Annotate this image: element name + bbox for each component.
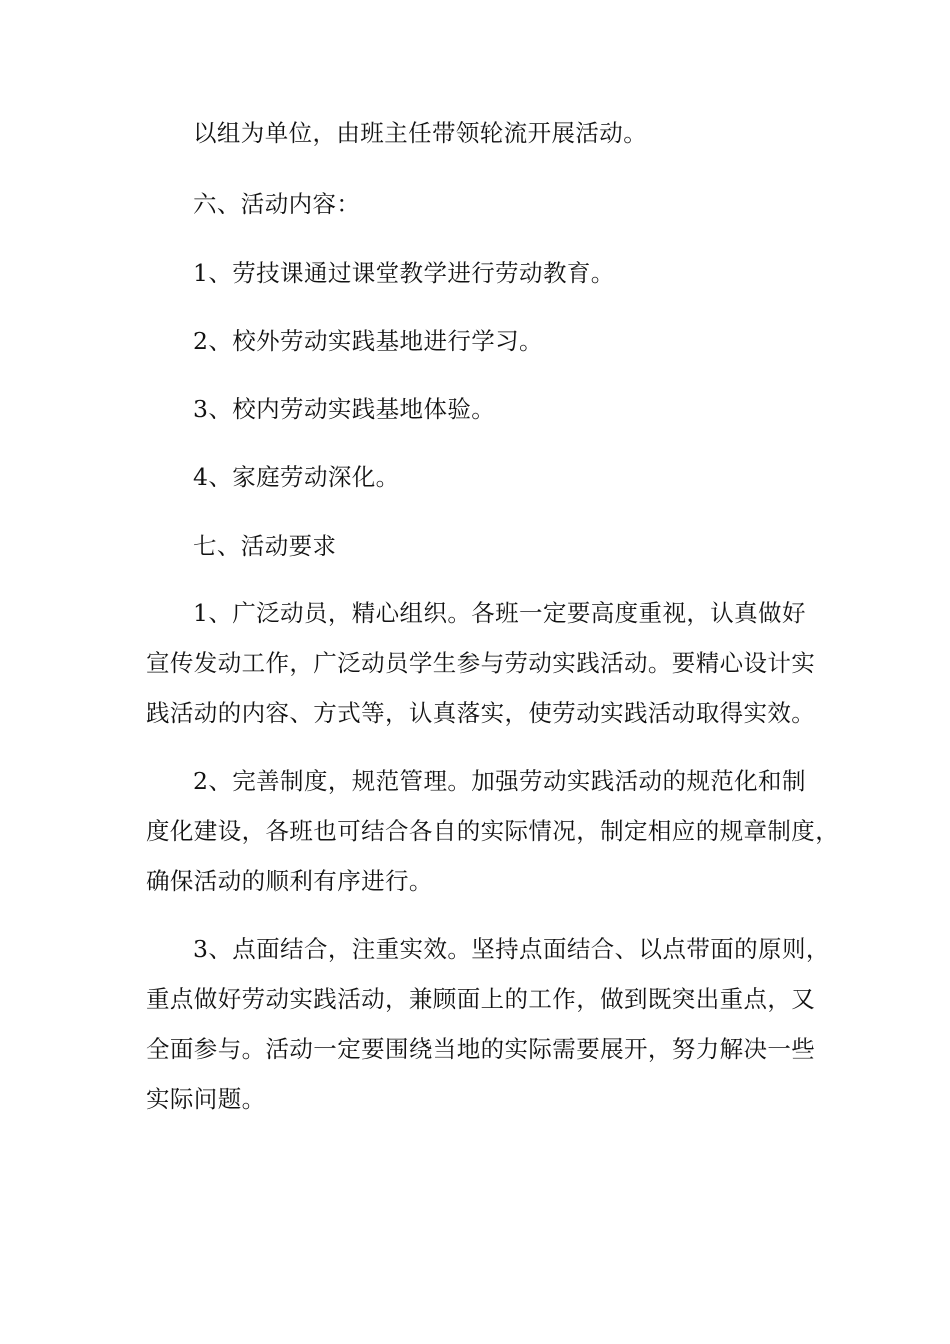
text-line: 以组为单位，由班主任带领轮流开展活动。 [193,119,648,147]
list-item: 2、校外劳动实践基地进行学习。 [193,327,543,355]
paragraph-line: 重点做好劳动实践活动，兼顾面上的工作，做到既突出重点，又 [146,985,816,1013]
paragraph-line: 2、完善制度，规范管理。加强劳动实践活动的规范化和制 [193,767,806,795]
paragraph-line: 实际问题。 [146,1085,266,1113]
paragraph-line: 确保活动的顺利有序进行。 [146,867,433,895]
section-heading: 七、活动要求 [193,532,337,560]
paragraph-line: 1、广泛动员，精心组织。各班一定要高度重视，认真做好 [193,599,806,627]
paragraph-line: 宣传发动工作，广泛动员学生参与劳动实践活动。要精心设计实 [146,649,816,677]
list-item: 4、家庭劳动深化。 [193,463,400,491]
section-heading: 六、活动内容： [193,190,361,218]
paragraph-line: 3、点面结合，注重实效。坚持点面结合、以点带面的原则， [193,935,830,963]
paragraph-line: 度化建设，各班也可结合各自的实际情况，制定相应的规章制度， [146,817,840,845]
list-item: 1、劳技课通过课堂教学进行劳动教育。 [193,259,615,287]
paragraph-line: 践活动的内容、方式等，认真落实，使劳动实践活动取得实效。 [146,699,816,727]
paragraph-line: 全面参与。活动一定要围绕当地的实际需要展开，努力解决一些 [146,1035,816,1063]
list-item: 3、校内劳动实践基地体验。 [193,395,496,423]
